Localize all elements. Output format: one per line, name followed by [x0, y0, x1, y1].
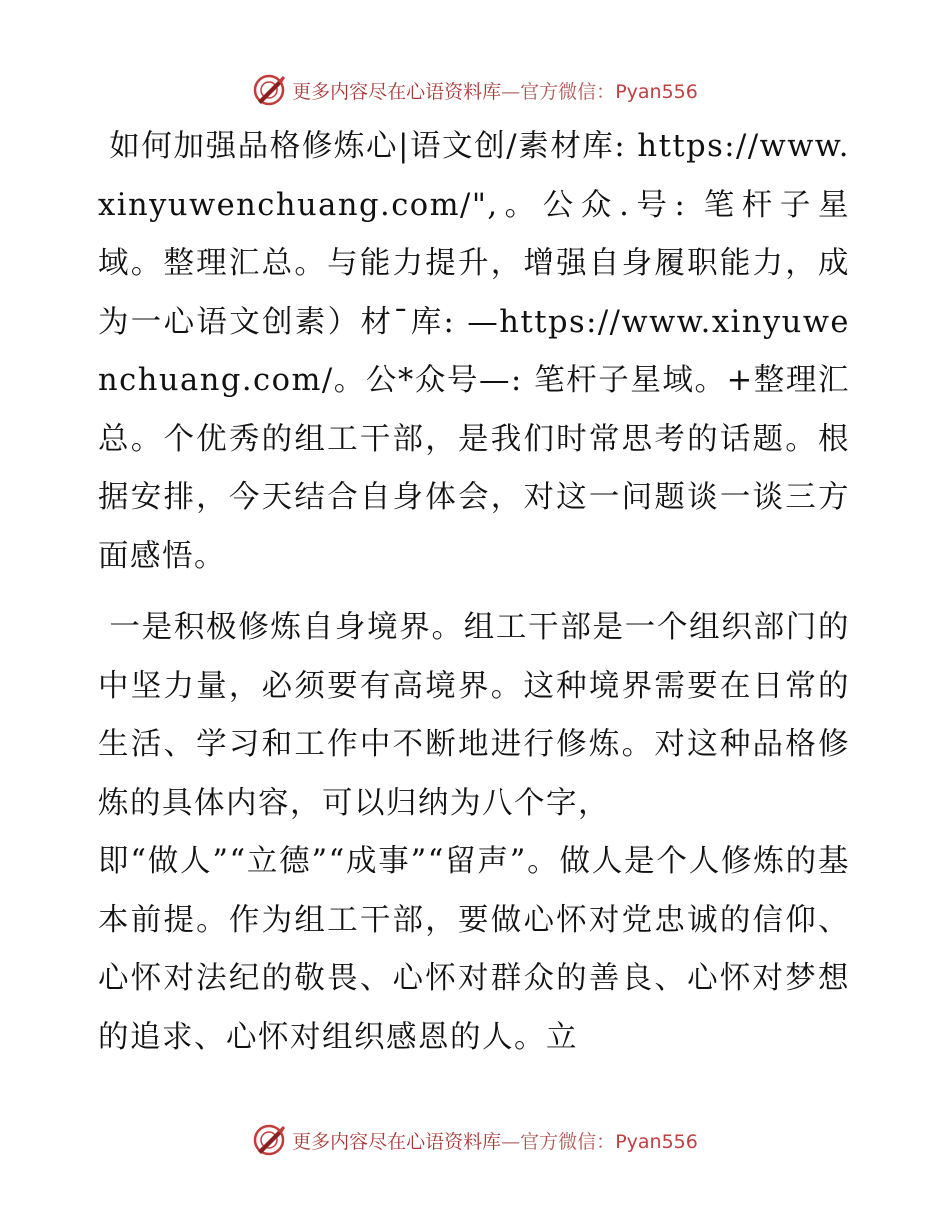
footer-wechat-label: 官方微信：	[520, 1130, 616, 1153]
brand-logo-icon	[252, 1123, 286, 1157]
footer-banner-text	[292, 1127, 698, 1154]
header-wechat-label: 官方微信：	[520, 80, 616, 103]
header-banner-text	[292, 77, 698, 104]
header-separator: —	[501, 80, 521, 103]
footer-separator: —	[501, 1130, 521, 1153]
body-paragraph-2: 一是积极修炼自身境界。组工干部是一个组织部门的中坚力量，必须要有高境界。这种境界需要在日常的生活、学习和工作中不断地进行修炼。对这种品格修炼的具体内容，可以归纳为八个字， 即“做人”“立德”“成事”“留声”。做人是个人修炼的基本前提。作为组工干部，要做心怀对党忠诚的信仰、心怀对法纪的敬畏、心怀对群众的善良、心怀对梦想的追求、心怀对组织感恩的人。立	[98, 610, 850, 1055]
footer-banner	[0, 1120, 950, 1160]
header-brand: 更多内容尽在心语资料库	[292, 80, 502, 103]
footer-wechat-id: Pyan556	[615, 1130, 698, 1153]
body-paragraph-1: 如何加强品格修炼心|语文创/素材库: https://www.xinyuwenchuang.com/",。公众.号: 笔杆子星域。整理汇总。与能力提升，增强自身履职能力，成为一心语文创素）材¯库: —https://www.xinyuwenchuang.com/。公*众号—: 笔杆子星域。+整理汇总。个优秀的组工干部，是我们时常思考的话题。根据安排，今天结合自身体会，对这一问题谈一谈三方面感悟。	[98, 129, 850, 574]
brand-logo-icon	[252, 73, 286, 107]
footer-brand: 更多内容尽在心语资料库	[292, 1130, 502, 1153]
header-banner	[0, 70, 950, 110]
document-body	[98, 118, 850, 1067]
header-wechat-id: Pyan556	[615, 80, 698, 103]
